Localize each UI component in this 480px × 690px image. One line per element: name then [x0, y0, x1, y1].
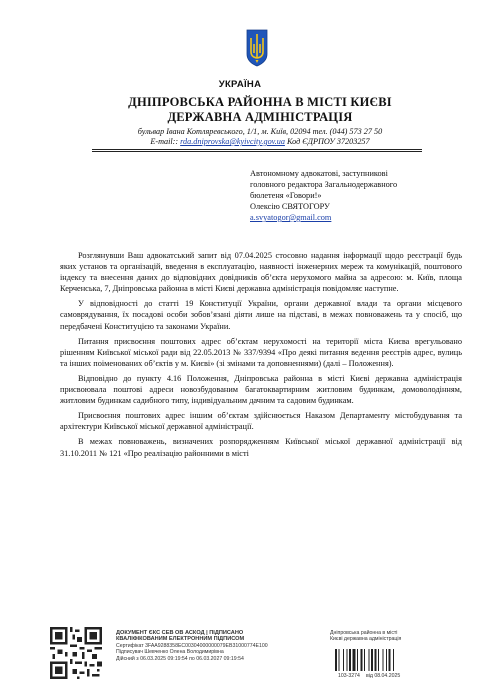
validity-line: Дійсний з 06.03.2025 09:19:54 по 06.03.2027 09:19:54	[116, 655, 244, 662]
recipient-name: Олексію СВЯТОГОРУ	[250, 202, 330, 211]
recipient-line3: бюлетеня «Говори!»	[250, 191, 322, 200]
recipient-email-link[interactable]: a.svyatogor@gmail.com	[250, 213, 332, 222]
registration-number-line	[338, 673, 406, 679]
paragraph-2: У відповідності до статті 19 Конституції України, органи державної влади та органи місцевого самоврядування, їх посадові особи зобов’язані діяти лише на підставі, в межах повноважень та у спосіб, що передбачені Конституцією та законами України.	[60, 299, 462, 331]
certificate-line: Сертифікат 3FAA9288358EC00304000000079EB31000774E100	[116, 642, 268, 649]
header-divider-top	[92, 149, 422, 150]
paragraph-3: Питання присвоєння поштових адрес об’єктам нерухомості на території міста Києва врегульовано рішенням Київської міської ради від 22.05.2013 № 337/9394 «Про деякі питання ведення реєстрів адрес, вулиць та інших поіменованих об’єктів у м. Києві» (зі змінами та доповненнями) (далі – Положення).	[60, 336, 462, 368]
letter-body	[60, 250, 462, 463]
country-name: УКРАЇНА	[218, 79, 262, 90]
barcode-icon	[335, 649, 425, 671]
organization-name	[40, 95, 480, 125]
header-divider-bottom	[92, 151, 422, 152]
email-line	[40, 137, 480, 147]
recipient-block	[250, 168, 462, 223]
e-signature-stamp	[116, 630, 316, 662]
edrpou-code: Код ЄДРПОУ 37203257	[284, 137, 370, 146]
trident-coat-of-arms-icon	[245, 28, 269, 68]
organization-name-line2: ДЕРЖАВНА АДМІНІСТРАЦІЯ	[167, 110, 353, 124]
organization-name-line1: ДНІПРОВСЬКА РАЙОННА В МІСТІ КИЄВІ	[128, 95, 392, 109]
contact-block	[40, 127, 480, 147]
registration-org-line1: Дніпровська районна в місті	[330, 630, 398, 636]
registration-date: від 08.04.2025	[365, 673, 401, 679]
recipient-line2: головного редактора Загальнодержавного	[250, 180, 398, 189]
organization-email-link[interactable]: rda.dniprovska@kyivcity.gov.ua	[180, 137, 285, 146]
paragraph-5: Присвоєння поштових адрес іншим об’єктам здійснюється Наказом Департаменту містобудування та архітектури Київської міської державної адміністрації.	[60, 411, 462, 432]
qr-code-icon	[50, 627, 102, 679]
signature-footer	[0, 621, 480, 690]
signature-title: ДОКУМЕНТ ЄКС СЕВ ОВ АСКОД | ПІДПИСАНО	[116, 630, 244, 636]
registration-org-line2: Києві державна адміністрація	[330, 636, 402, 643]
paragraph-1: Розглянувши Ваш адвокатський запит від 07.04.2025 стосовно надання інформації щодо реєстрації будь яких установ та організацій, введення в експлуатацію, наявності інженерних мереж та комунікацій, поштового індексу та внесення даних до відповідних довідників об’єкта нерухомого майна за адресою: м. Київ, площа Керченська, 7, Дніпровська районна в місті Києві державна адміністрація повідомляє наступне.	[60, 251, 462, 294]
signature-subtitle: КВАЛІФІКОВАНИМ ЕЛЕКТРОННИМ ПІДПИСОМ	[116, 636, 245, 643]
recipient-line1: Автономному адвокатові, заступникові	[250, 169, 388, 178]
signer-line: Підписувач Шевченко Олена Володимирівна	[116, 649, 224, 656]
email-prefix: E-mail::	[150, 137, 181, 146]
paragraph-4: Відповідно до пункту 4.16 Положення, Дніпровська районна в місті Києві державна адміністрація присвоювала поштові адреси новозбудованим багатоквартирним житловим будинкам, домоволодінням, житловим будинкам садибного типу, індивідуальним дачним та садовим будинкам.	[60, 373, 462, 406]
registration-number: 103-3274	[338, 673, 360, 679]
paragraph-6: В межах повноважень, визначених розпорядженням Київської міської державної адміністрації від 31.10.2011 № 121 «Про реалізацію районними в місті	[60, 437, 462, 458]
address-line: бульвар Івана Котляревського, 1/1, м. Київ, 02094 тел. (044) 573 27 50	[137, 127, 383, 136]
registration-stamp	[330, 630, 408, 643]
